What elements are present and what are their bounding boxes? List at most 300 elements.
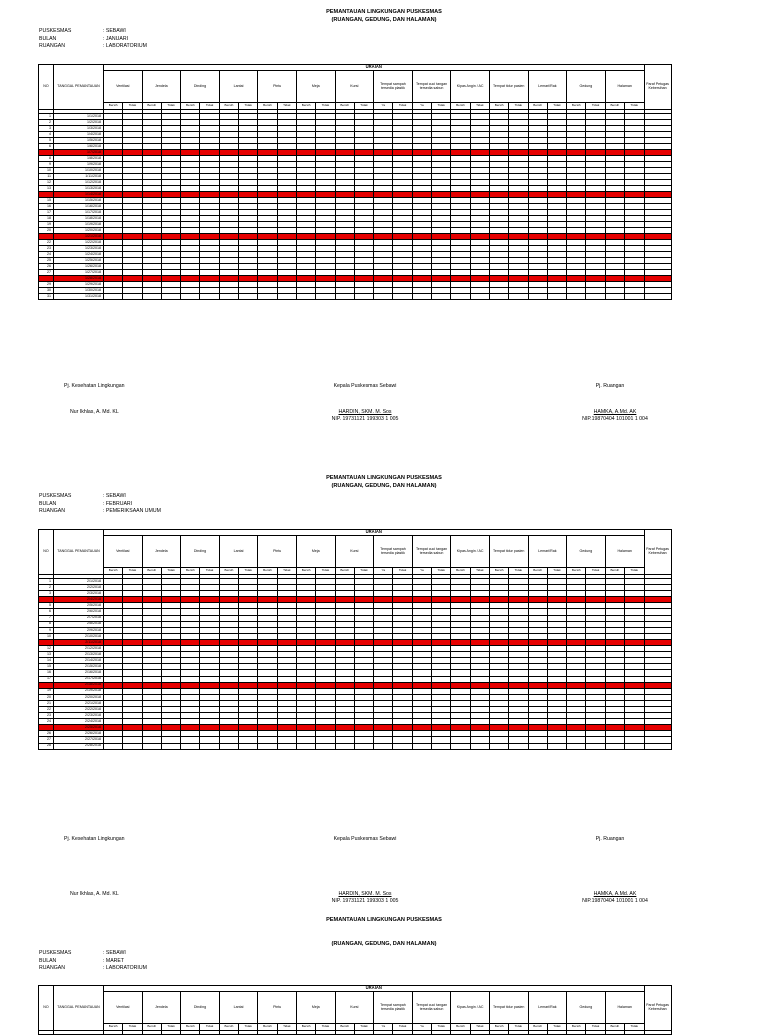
row-no: 8 [39, 621, 54, 627]
sig-left-name: Nur Ikhlas, A. Md. KL [70, 891, 119, 897]
sub-tidak: Tidak [161, 1024, 180, 1031]
sub-ya: Ya [412, 1024, 431, 1031]
empty-cell [123, 1031, 142, 1035]
sub-bersih: Bersih [451, 568, 470, 575]
row-date: 1/7/2018 [54, 150, 104, 156]
check-cell[interactable] [239, 294, 258, 300]
row-date: 2/27/2018 [54, 737, 104, 743]
sub-bersih: Bersih [489, 103, 508, 110]
row-no: 21 [39, 700, 54, 706]
check-cell[interactable] [432, 294, 451, 300]
row-date: 2/1/2018 [54, 579, 104, 585]
row-date: 1/25/2018 [54, 258, 104, 264]
col-item: Halaman [605, 536, 644, 568]
sig-left-title: Pj. Kesehatan Lingkungan [64, 836, 125, 842]
col-item: Gedung [567, 992, 606, 1024]
check-cell[interactable] [200, 294, 219, 300]
check-cell[interactable] [567, 743, 586, 749]
value-bulan: : MARET [103, 957, 125, 964]
col-item: Kursi [335, 71, 374, 103]
check-cell[interactable] [335, 294, 354, 300]
check-cell[interactable] [374, 743, 393, 749]
sub-tidak: Tidak [123, 1024, 142, 1031]
check-cell[interactable] [239, 743, 258, 749]
page-title: PEMANTAUAN LINGKUNGAN PUSKESMAS [326, 9, 442, 15]
row-date: 2/11/2018 [54, 639, 104, 645]
row-date: 1/17/2018 [54, 210, 104, 216]
col-item: Ventilasi [104, 536, 143, 568]
sub-bersih: Bersih [219, 103, 238, 110]
check-cell[interactable] [393, 294, 412, 300]
check-cell[interactable] [451, 743, 470, 749]
sub-tidak: Tidak [316, 1024, 335, 1031]
check-cell[interactable] [277, 743, 296, 749]
col-item: Gedung [567, 536, 606, 568]
empty-cell [296, 1031, 315, 1035]
col-item: Jendela [142, 992, 181, 1024]
col-no: NO [39, 986, 54, 1031]
empty-cell [335, 1031, 354, 1035]
row-no: 4 [39, 132, 54, 138]
row-date: 1/6/2018 [54, 144, 104, 150]
check-cell[interactable] [567, 294, 586, 300]
check-cell[interactable] [161, 743, 180, 749]
check-cell[interactable] [644, 743, 671, 749]
sub-tidak: Tidak [586, 103, 605, 110]
col-item: Lemari/Rak [528, 992, 567, 1024]
empty-cell [625, 1031, 645, 1035]
col-item: Kursi [335, 992, 374, 1024]
label-ruangan: RUANGAN [39, 965, 65, 972]
sub-bersih: Bersih [181, 103, 200, 110]
check-cell[interactable] [316, 743, 335, 749]
row-no: 22 [39, 240, 54, 246]
row-date: 1/23/2018 [54, 246, 104, 252]
row-date: 2/23/2018 [54, 713, 104, 719]
value-puskesmas: : SEBAWI [103, 28, 126, 34]
row-no: 1 [39, 579, 54, 585]
label-puskesmas: PUSKESMAS [39, 950, 72, 956]
sub-tidak: Tidak [239, 568, 258, 575]
sub-bersih: Bersih [567, 1024, 586, 1031]
sub-tidak: Tidak [161, 568, 180, 575]
sub-bersih: Bersih [335, 568, 354, 575]
row-no: 24 [39, 719, 54, 725]
row-date: 1/16/2018 [54, 204, 104, 210]
page-subtitle: (RUANGAN, GEDUNG, DAN HALAMAN) [331, 17, 437, 23]
sub-tidak: Tidak [625, 1024, 645, 1031]
row-date: 1/1/2018 [54, 114, 104, 120]
page-title: PEMANTAUAN LINGKUNGAN PUSKESMAS [326, 917, 442, 923]
empty-cell [393, 1031, 412, 1035]
sub-bersih: Bersih [104, 103, 123, 110]
sub-tidak: Tidak [354, 103, 373, 110]
check-cell[interactable] [123, 743, 142, 749]
row-date: 2/20/2018 [54, 694, 104, 700]
sub-bersih: Bersih [104, 568, 123, 575]
monitoring-table [38, 64, 672, 300]
row-date: 1/22/2018 [54, 240, 104, 246]
col-item: Lantai [219, 71, 258, 103]
row-no: 23 [39, 713, 54, 719]
row-date: 2/26/2018 [54, 731, 104, 737]
row-date: 2/21/2018 [54, 700, 104, 706]
check-cell[interactable] [489, 743, 508, 749]
check-cell[interactable] [219, 743, 238, 749]
check-cell[interactable] [509, 743, 528, 749]
value-puskesmas: : SEBAWI [103, 493, 126, 499]
sub-bersih: Bersih [142, 1024, 161, 1031]
check-cell[interactable] [432, 743, 451, 749]
sig-right-name: HAMKA, A.Md. AK [593, 891, 637, 897]
row-no: 2 [39, 120, 54, 126]
value-puskesmas: : SEBAWI [103, 950, 126, 956]
row-no: 9 [39, 162, 54, 168]
sub-bersih: Bersih [567, 568, 586, 575]
col-item: Meja [296, 992, 335, 1024]
row-no: 19 [39, 688, 54, 694]
label-ruangan: RUANGAN [39, 43, 65, 50]
row-date: 1/3/2018 [54, 126, 104, 132]
sub-tidak: Tidak [432, 568, 451, 575]
row-no: 26 [39, 264, 54, 270]
check-cell[interactable] [586, 743, 605, 749]
row-date: 1/28/2018 [54, 276, 104, 282]
col-item: Pintu [258, 71, 297, 103]
check-cell[interactable] [354, 294, 373, 300]
sub-tidak: Tidak [470, 1024, 489, 1031]
sub-tidak: Tidak [625, 103, 645, 110]
row-date: 2/10/2018 [54, 633, 104, 639]
value-ruangan: : PEMERIKSAAN UMUM [103, 508, 161, 515]
sig-mid-title: Kepala Puskesmas Sebawi [333, 836, 397, 842]
check-cell[interactable] [509, 294, 528, 300]
col-item: Lantai [219, 536, 258, 568]
row-date: 1/2/2018 [54, 120, 104, 126]
check-cell[interactable] [258, 294, 277, 300]
check-cell[interactable] [258, 743, 277, 749]
col-item: Tempat tidur pasien [489, 71, 528, 103]
sub-ya: Ya [374, 1024, 393, 1031]
check-cell[interactable] [470, 294, 489, 300]
check-cell[interactable] [142, 743, 161, 749]
empty-cell [316, 1031, 335, 1035]
sub-tidak: Tidak [354, 1024, 373, 1031]
check-cell[interactable] [625, 294, 645, 300]
sub-tidak: Tidak [200, 103, 219, 110]
row-no: 6 [39, 144, 54, 150]
row-no: 27 [39, 737, 54, 743]
info-block [39, 28, 147, 51]
check-cell[interactable] [412, 743, 431, 749]
sub-bersih: Bersih [296, 1024, 315, 1031]
col-paraf: Paraf Petugas Kebersihan [644, 530, 671, 575]
sub-bersih: Bersih [219, 1024, 238, 1031]
empty-cell [470, 1031, 489, 1035]
row-date: 2/14/2018 [54, 658, 104, 664]
page-title: PEMANTAUAN LINGKUNGAN PUSKESMAS [326, 475, 442, 481]
row-no: 15 [39, 664, 54, 670]
check-cell[interactable] [181, 294, 200, 300]
row-no: 9 [39, 627, 54, 633]
empty-cell [39, 1031, 54, 1035]
col-tanggal: TANGGAL PEMANTAUAN [54, 986, 104, 1031]
row-date: 2/5/2018 [54, 603, 104, 609]
header-row [39, 536, 672, 568]
row-date: 1/21/2018 [54, 234, 104, 240]
sub-tidak: Tidak [393, 103, 412, 110]
row-no: 10 [39, 168, 54, 174]
check-cell[interactable] [296, 294, 315, 300]
col-item: Kipas Angin / AC [451, 536, 490, 568]
empty-cell [161, 1031, 180, 1035]
row-no: 12 [39, 646, 54, 652]
sub-ya: Ya [412, 568, 431, 575]
col-item: Kipas Angin / AC [451, 71, 490, 103]
sub-ya: Ya [374, 568, 393, 575]
col-item: Meja [296, 536, 335, 568]
col-item: Ventilasi [104, 992, 143, 1024]
row-date: 1/27/2018 [54, 270, 104, 276]
row-no: 24 [39, 252, 54, 258]
label-puskesmas: PUSKESMAS [39, 28, 72, 34]
row-no: 23 [39, 246, 54, 252]
check-cell[interactable] [528, 294, 547, 300]
sig-mid-name: HARDIN, SKM. M. Sos [338, 409, 392, 415]
label-bulan: BULAN [39, 957, 57, 964]
col-item: Halaman [605, 992, 644, 1024]
header-row [39, 71, 672, 103]
check-cell[interactable] [104, 294, 123, 300]
empty-cell [432, 1031, 451, 1035]
col-no: NO [39, 530, 54, 575]
spacer-row [39, 1031, 672, 1035]
sub-tidak: Tidak [547, 103, 566, 110]
row-date: 1/11/2018 [54, 174, 104, 180]
row-date: 1/26/2018 [54, 264, 104, 270]
col-item: Kursi [335, 536, 374, 568]
sub-bersih: Bersih [296, 568, 315, 575]
sub-bersih: Bersih [605, 103, 624, 110]
sub-ya: Ya [412, 103, 431, 110]
check-cell[interactable] [161, 294, 180, 300]
row-date: 2/24/2018 [54, 719, 104, 725]
sub-tidak: Tidak [200, 1024, 219, 1031]
label-bulan: BULAN [39, 500, 57, 507]
col-item: Lemari/Rak [528, 536, 567, 568]
check-cell[interactable] [625, 743, 645, 749]
sub-tidak: Tidak [161, 103, 180, 110]
sub-tidak: Tidak [123, 103, 142, 110]
col-tanggal: TANGGAL PEMANTAUAN [54, 530, 104, 575]
check-cell[interactable] [335, 743, 354, 749]
page-subtitle: (RUANGAN, GEDUNG, DAN HALAMAN) [331, 483, 437, 489]
value-bulan: : JANUARI [103, 35, 129, 42]
row-date: 2/18/2018 [54, 682, 104, 688]
label-bulan: BULAN [39, 35, 57, 42]
empty-cell [567, 1031, 586, 1035]
col-uraian: URAIAN [104, 530, 645, 536]
col-item: Jendela [142, 536, 181, 568]
sub-bersih: Bersih [181, 568, 200, 575]
row-date: 1/4/2018 [54, 132, 104, 138]
empty-cell [451, 1031, 470, 1035]
row-date: 2/4/2018 [54, 597, 104, 603]
row-date: 2/17/2018 [54, 676, 104, 682]
col-item: Ventilasi [104, 71, 143, 103]
col-paraf: Paraf Petugas Kebersihan [644, 65, 671, 110]
col-tanggal: TANGGAL PEMANTAUAN [54, 65, 104, 110]
check-cell[interactable] [142, 294, 161, 300]
check-cell[interactable] [181, 743, 200, 749]
check-cell[interactable] [374, 294, 393, 300]
check-cell[interactable] [547, 294, 566, 300]
row-date: 1/13/2018 [54, 186, 104, 192]
row-date: 2/22/2018 [54, 706, 104, 712]
row-date: 1/9/2018 [54, 162, 104, 168]
row-date: 1/8/2018 [54, 156, 104, 162]
col-item: Lantai [219, 992, 258, 1024]
sub-bersih: Bersih [181, 1024, 200, 1031]
row-no: 13 [39, 186, 54, 192]
check-cell[interactable] [605, 294, 624, 300]
row-date: 1/29/2018 [54, 282, 104, 288]
table-row [39, 743, 672, 749]
row-date: 1/20/2018 [54, 228, 104, 234]
check-cell[interactable] [393, 743, 412, 749]
row-no: 8 [39, 156, 54, 162]
sub-tidak: Tidak [354, 568, 373, 575]
col-item: Tempat cuci tangan tersedia sabun [412, 992, 451, 1024]
row-date: 2/13/2018 [54, 652, 104, 658]
row-no: 6 [39, 609, 54, 615]
sig-mid-nip: NIP. 19731121 199303 1 005 [331, 898, 399, 904]
check-cell[interactable] [296, 743, 315, 749]
sub-tidak: Tidak [393, 1024, 412, 1031]
row-date: 2/16/2018 [54, 670, 104, 676]
row-no: 20 [39, 694, 54, 700]
empty-cell [104, 1031, 123, 1035]
sub-tidak: Tidak [393, 568, 412, 575]
row-date: 2/25/2018 [54, 725, 104, 731]
check-cell[interactable] [547, 743, 566, 749]
sig-right-title: Pj. Ruangan [595, 836, 625, 842]
row-no: 14 [39, 658, 54, 664]
row-no: 25 [39, 258, 54, 264]
sub-tidak: Tidak [239, 1024, 258, 1031]
row-date: 1/12/2018 [54, 180, 104, 186]
check-cell[interactable] [219, 294, 238, 300]
col-item: Gedung [567, 71, 606, 103]
check-cell[interactable] [316, 294, 335, 300]
check-cell[interactable] [605, 743, 624, 749]
col-uraian: URAIAN [104, 65, 645, 71]
col-item: Tempat cuci tangan tersedia sabun [412, 536, 451, 568]
sub-bersih: Bersih [258, 103, 277, 110]
row-date: 1/30/2018 [54, 288, 104, 294]
col-item: Tempat sampah tersedia plastik [374, 536, 413, 568]
sig-mid-nip: NIP. 19731121 199303 1 005 [331, 416, 399, 422]
sub-bersih: Bersih [142, 103, 161, 110]
row-no: 3 [39, 126, 54, 132]
check-cell[interactable] [123, 294, 142, 300]
row-no: 30 [39, 288, 54, 294]
empty-cell [54, 1031, 104, 1035]
col-paraf: Paraf Petugas Kebersihan [644, 986, 671, 1031]
row-date: 1/24/2018 [54, 252, 104, 258]
check-cell[interactable] [451, 294, 470, 300]
row-no: 11 [39, 174, 54, 180]
check-cell[interactable] [104, 743, 123, 749]
sub-tidak: Tidak [509, 1024, 528, 1031]
row-no: 17 [39, 210, 54, 216]
sub-bersih: Bersih [451, 103, 470, 110]
check-cell[interactable] [470, 743, 489, 749]
sub-tidak: Tidak [470, 103, 489, 110]
empty-cell [374, 1031, 393, 1035]
check-cell[interactable] [528, 743, 547, 749]
sub-bersih: Bersih [258, 1024, 277, 1031]
row-date: 2/2/2018 [54, 585, 104, 591]
col-item: Dinding [181, 536, 220, 568]
subheader-row [39, 1024, 672, 1031]
row-date: 1/19/2018 [54, 222, 104, 228]
row-no: 12 [39, 180, 54, 186]
sig-right-name: HAMKA, A.Md. AK [593, 409, 637, 415]
col-item: Pintu [258, 992, 297, 1024]
sub-bersih: Bersih [528, 568, 547, 575]
row-date: 1/18/2018 [54, 216, 104, 222]
check-cell[interactable] [200, 743, 219, 749]
sub-bersih: Bersih [605, 568, 624, 575]
value-ruangan: : LABORATORIUM [103, 43, 147, 50]
sub-tidak: Tidak [277, 568, 296, 575]
row-no: 10 [39, 633, 54, 639]
row-date: 2/28/2018 [54, 743, 104, 749]
row-no: 20 [39, 228, 54, 234]
col-item: Meja [296, 71, 335, 103]
col-item: Tempat sampah tersedia plastik [374, 992, 413, 1024]
row-no: 29 [39, 282, 54, 288]
row-date: 2/12/2018 [54, 646, 104, 652]
row-date: 2/19/2018 [54, 688, 104, 694]
col-no: NO [39, 65, 54, 110]
row-no: 27 [39, 270, 54, 276]
sub-bersih: Bersih [605, 1024, 624, 1031]
empty-cell [219, 1031, 238, 1035]
check-cell[interactable] [489, 294, 508, 300]
sub-tidak: Tidak [470, 568, 489, 575]
row-date: 1/5/2018 [54, 138, 104, 144]
value-bulan: : FEBRUARI [103, 500, 133, 507]
row-no: 22 [39, 706, 54, 712]
sub-tidak: Tidak [239, 103, 258, 110]
monitoring-table [38, 529, 672, 750]
col-item: Tempat tidur pasien [489, 536, 528, 568]
sub-bersih: Bersih [489, 1024, 508, 1031]
row-no: 31 [39, 294, 54, 300]
row-date: 2/9/2018 [54, 627, 104, 633]
empty-cell [489, 1031, 508, 1035]
check-cell[interactable] [586, 294, 605, 300]
subheader-row [39, 568, 672, 575]
col-item: Tempat cuci tangan tersedia sabun [412, 71, 451, 103]
check-cell[interactable] [412, 294, 431, 300]
row-date: 2/8/2018 [54, 621, 104, 627]
check-cell[interactable] [354, 743, 373, 749]
check-cell[interactable] [644, 294, 671, 300]
check-cell[interactable] [277, 294, 296, 300]
